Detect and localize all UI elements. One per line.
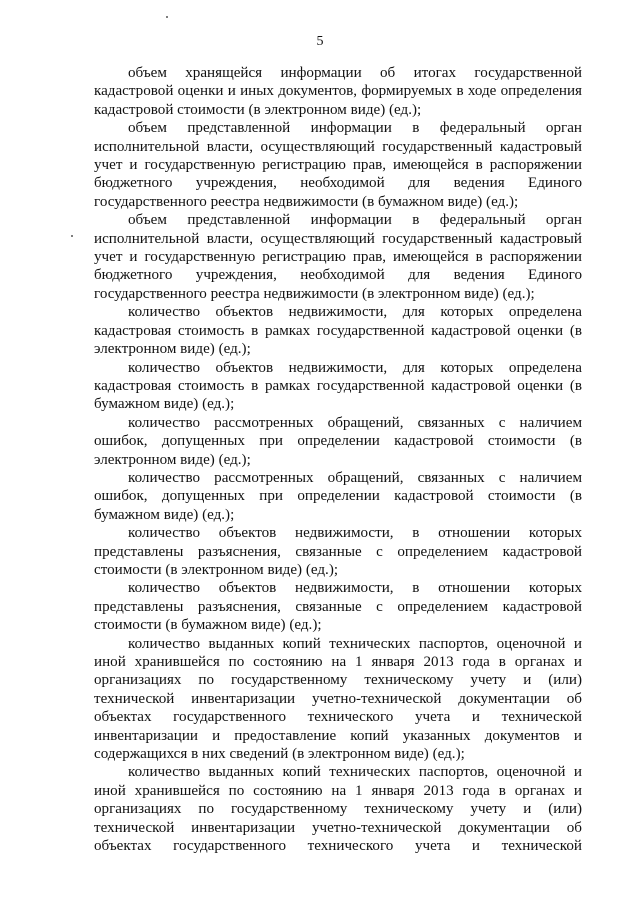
page-number: 5: [316, 34, 324, 49]
paragraph: количество выданных копий технических паспортов, оценочной и иной хранившейся по состоянию на 1 января 2013 года в органах и организациях по государственному техническому учету и (или) технической инвентаризации учетно-технической документации об объектах государственного технического учета и технической: [94, 764, 582, 855]
paragraph: объем представленной информации в федеральный орган исполнительной власти, осуществляющий государственный кадастровый учет и государственную регистрацию прав, имеющейся в распоряжении бюджетного учреждения, необходимой для ведения Единого государственного реестра недвижимости (в бумажном виде) (ед.);: [94, 120, 582, 210]
scan-speck: [71, 235, 73, 237]
paragraph: объем хранящейся информации об итогах государственной кадастровой оценки и иных документов, формируемых в ходе определения кадастровой стоимости (в электронном виде) (ед.);: [94, 65, 582, 118]
paragraph: количество объектов недвижимости, в отношении которых представлены разъяснения, связанные с определением кадастровой стоимости (в бумажном виде) (ед.);: [94, 580, 582, 634]
paragraph: количество выданных копий технических паспортов, оценочной и иной хранившейся по состоянию на 1 января 2013 года в органах и организациях по государственному техническому учету и (или) технической инвентаризации учетно-технической документации об объектах государственного технического учета и технической инвентаризации и предоставление копий указанных документов и содержащихся в них сведений (в электронном виде) (ед.);: [94, 635, 582, 763]
paragraph: количество объектов недвижимости, для которых определена кадастровая стоимость в рамках государственной кадастровой оценки (в бумажном виде) (ед.);: [94, 359, 582, 413]
paragraph: количество рассмотренных обращений, связанных с наличием ошибок, допущенных при определении кадастровой стоимости (в бумажном виде) (ед.);: [94, 469, 582, 523]
paragraph: объем представленной информации в федеральный орган исполнительной власти, осуществляющий государственный кадастровый учет и государственную регистрацию прав, имеющейся в распоряжении бюджетного учреждения, необходимой для ведения Единого государственного реестра недвижимости (в электронном виде) (ед.);: [94, 212, 582, 302]
paragraph: количество объектов недвижимости, в отношении которых представлены разъяснения, связанные с определением кадастровой стоимости (в электронном виде) (ед.);: [94, 525, 582, 578]
paragraph: количество объектов недвижимости, для которых определена кадастровая стоимость в рамках государственной кадастровой оценки (в электронном виде) (ед.);: [94, 304, 582, 358]
scan-speck: [166, 16, 168, 18]
paragraph: количество рассмотренных обращений, связанных с наличием ошибок, допущенных при определении кадастровой стоимости (в электронном виде) (ед.);: [94, 414, 582, 468]
document-body: [94, 64, 582, 855]
